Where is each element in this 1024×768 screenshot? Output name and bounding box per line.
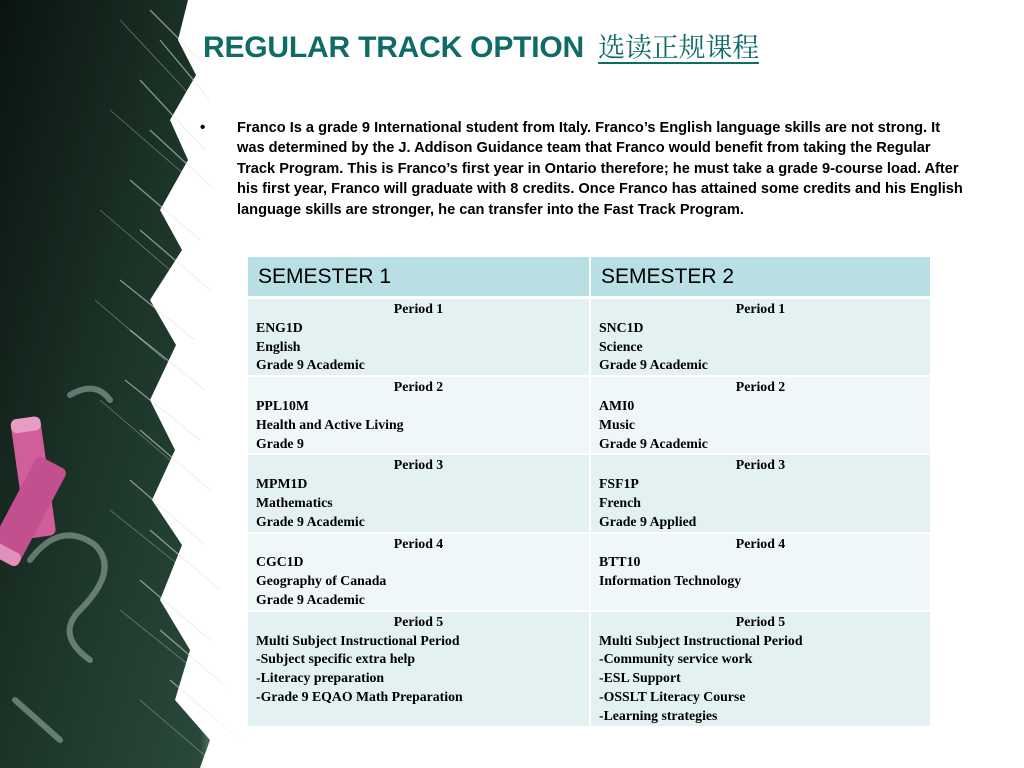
semester-2-header: SEMESTER 2 <box>589 257 930 299</box>
course-line: Music <box>599 416 636 432</box>
course-line: Information Technology <box>599 573 742 589</box>
course-line: FSF1P <box>599 476 639 492</box>
course-line: BTT10 <box>599 554 641 570</box>
course-line: Geography of Canada <box>256 573 387 589</box>
course-line: -Subject specific extra help <box>256 651 416 667</box>
title-text: REGULAR TRACK OPTION <box>203 31 584 64</box>
course-cell-semester-1 <box>248 299 589 377</box>
course-line: -Learning strategies <box>599 707 718 723</box>
period-label: Period 2 <box>735 379 786 395</box>
course-cell-semester-2 <box>589 455 930 533</box>
course-cell-semester-2 <box>589 299 930 377</box>
course-line: Grade 9 Academic <box>256 591 365 607</box>
course-line: CGC1D <box>256 554 304 570</box>
course-cell-semester-2 <box>589 612 930 728</box>
table-row <box>248 377 930 455</box>
page-title <box>203 26 759 65</box>
table-row <box>248 612 930 728</box>
course-line: Mathematics <box>256 494 333 510</box>
course-line: Grade 9 Academic <box>599 357 708 373</box>
table-header-row <box>248 257 930 299</box>
course-line: SNC1D <box>599 319 644 335</box>
period-label: Period 4 <box>735 535 786 551</box>
period-label: Period 1 <box>393 301 444 316</box>
course-line: Grade 9 Academic <box>256 513 365 529</box>
bullet-item <box>200 118 970 220</box>
course-line: Grade 9 Academic <box>256 357 365 373</box>
period-label: Period 3 <box>393 457 444 473</box>
course-cell-semester-2 <box>589 534 930 612</box>
course-line: ENG1D <box>256 319 303 335</box>
bullet-dot: • <box>200 119 206 136</box>
course-line: English <box>256 338 301 354</box>
semester-1-header: SEMESTER 1 <box>248 257 589 299</box>
student-description: Franco Is a grade 9 International student from Italy. Franco’s English language skills are not strong. It was determined by the J. Addison Guidance team that Franco would benefit from taking the Regular Track Program. This is Franco’s first year in Ontario therefore; he must take a grade 9-course load. After his first year, Franco will graduate with 8 credits. Once Franco has attained some credits and his English language skills are stronger, he can transfer into the Fast Track Program. <box>237 120 963 218</box>
table-row <box>248 299 930 377</box>
period-label: Period 4 <box>393 535 444 551</box>
table-row <box>248 534 930 612</box>
course-line: Multi Subject Instructional Period <box>599 632 803 648</box>
table-row <box>248 455 930 533</box>
course-line: -Grade 9 EQAO Math Preparation <box>256 688 463 704</box>
period-label: Period 5 <box>735 613 786 629</box>
course-line: Science <box>599 338 643 354</box>
period-label: Period 2 <box>393 379 444 395</box>
course-line: PPL10M <box>256 397 309 413</box>
course-line: -Literacy preparation <box>256 670 385 686</box>
course-line: MPM1D <box>256 476 308 492</box>
course-line: Grade 9 Applied <box>599 513 697 529</box>
course-cell-semester-1 <box>248 455 589 533</box>
course-line: French <box>599 494 641 510</box>
period-label: Period 5 <box>393 613 444 629</box>
course-line: Grade 9 Academic <box>599 435 708 451</box>
course-line: AMI0 <box>599 397 635 413</box>
course-line: -OSSLT Literacy Course <box>599 688 746 704</box>
course-line: Health and Active Living <box>256 416 404 432</box>
course-cell-semester-2 <box>589 377 930 455</box>
course-line: Grade 9 <box>256 435 304 451</box>
period-label: Period 1 <box>735 301 786 316</box>
course-line: -Community service work <box>599 651 753 667</box>
course-cell-semester-1 <box>248 377 589 455</box>
course-cell-semester-1 <box>248 612 589 728</box>
course-line: Multi Subject Instructional Period <box>256 632 460 648</box>
period-label: Period 3 <box>735 457 786 473</box>
title-chinese-link[interactable]: 选读正规课程 <box>598 33 759 64</box>
chalkboard-decoration <box>0 0 250 768</box>
course-line: -ESL Support <box>599 670 681 686</box>
schedule-table <box>248 257 930 728</box>
course-cell-semester-1 <box>248 534 589 612</box>
